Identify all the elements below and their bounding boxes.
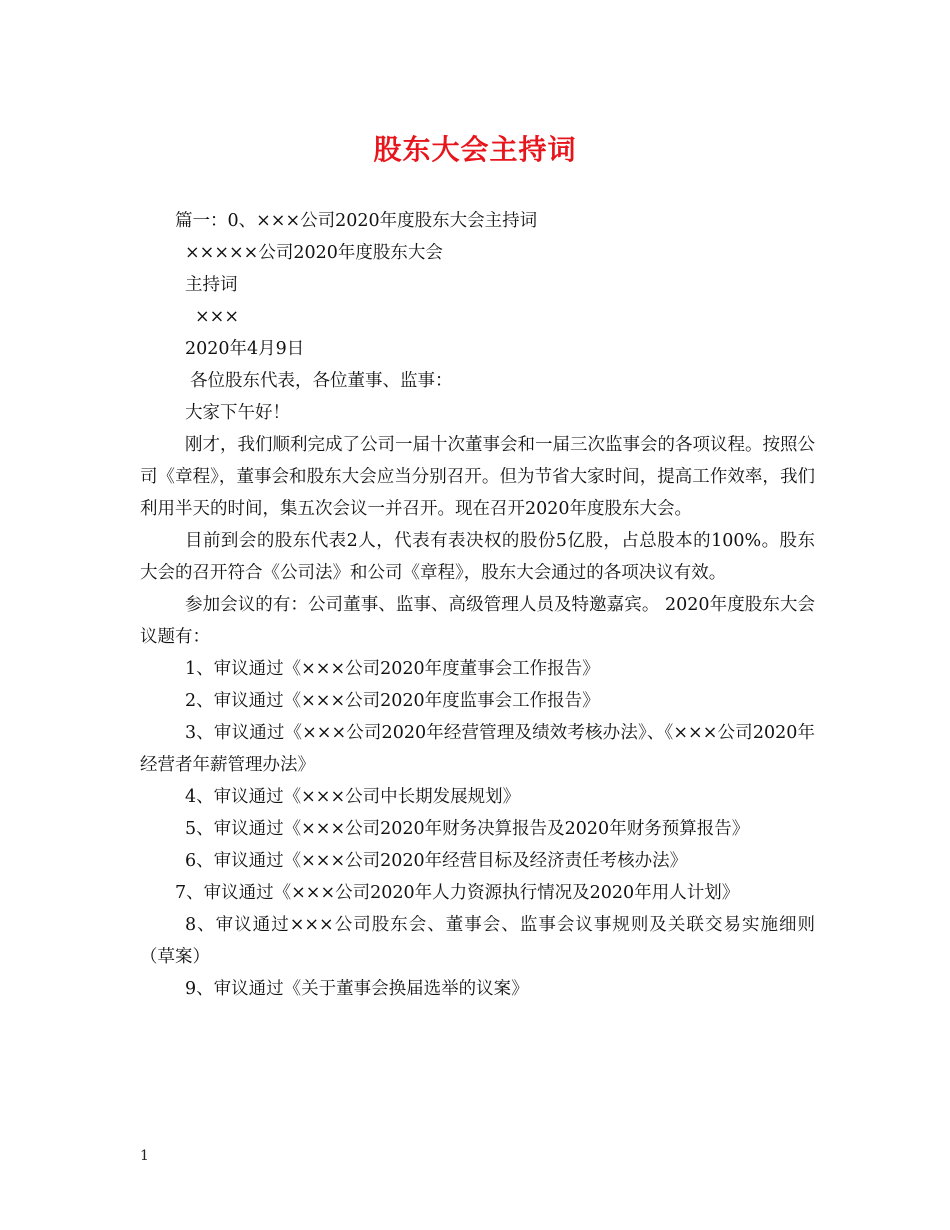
document-title: 股东大会主持词 — [373, 133, 577, 166]
speech-type: 主持词 — [185, 275, 238, 295]
agenda-item-2: 2、审议通过《×××公司2020年度监事会工作报告》 — [185, 691, 600, 711]
greeting: 大家下午好！ — [185, 403, 290, 423]
page-number: 1 — [140, 1148, 149, 1164]
agenda-item-8: 8、审议通过×××公司股东会、董事会、监事会议事规则及关联交易实施细则（草案） — [140, 915, 815, 967]
agenda-item-9: 9、审议通过《关于董事会换届选举的议案》 — [185, 979, 529, 999]
agenda-item-5: 5、审议通过《×××公司2020年财务决算报告及2020年财务预算报告》 — [185, 819, 750, 839]
agenda-item-4: 4、审议通过《×××公司中长期发展规划》 — [185, 787, 521, 807]
paragraph-attendance: 目前到会的股东代表2人，代表有表决权的股份5亿股，占总股本的100%。股东大会的召开符合《公司法》和公司《章程》，股东大会通过的各项决议有效。 — [140, 531, 815, 583]
agenda-item-3: 3、审议通过《×××公司2020年经营管理及绩效考核办法》、《×××公司2020年经营者年薪管理办法》 — [140, 723, 815, 775]
meeting-date: 2020年4月9日 — [185, 339, 305, 359]
speaker-name: ××× — [195, 307, 239, 327]
agenda-item-6: 6、审议通过《×××公司2020年经营目标及经济责任考核办法》 — [185, 851, 688, 871]
document-body — [140, 205, 815, 1005]
agenda-item-7: 7、审议通过《×××公司2020年人力资源执行情况及2020年用人计划》 — [175, 883, 740, 903]
chapter-heading: 篇一：0、×××公司2020年度股东大会主持词 — [175, 211, 538, 231]
salutation: 各位股东代表，各位董事、监事： — [190, 371, 453, 391]
meeting-name: ×××××公司2020年度股东大会 — [185, 243, 443, 263]
agenda-item-1: 1、审议通过《×××公司2020年度董事会工作报告》 — [185, 659, 600, 679]
paragraph-opening: 刚才，我们顺利完成了公司一届十次董事会和一届三次监事会的各项议程。按照公司《章程》，董事会和股东大会应当分别召开。但为节省大家时间，提高工作效率，我们利用半天的时间，集五次会议一并召开。现在召开2020年度股东大会。 — [140, 435, 815, 519]
paragraph-participants: 参加会议的有：公司董事、监事、高级管理人员及特邀嘉宾。 2020年度股东大会议题有： — [140, 595, 815, 647]
